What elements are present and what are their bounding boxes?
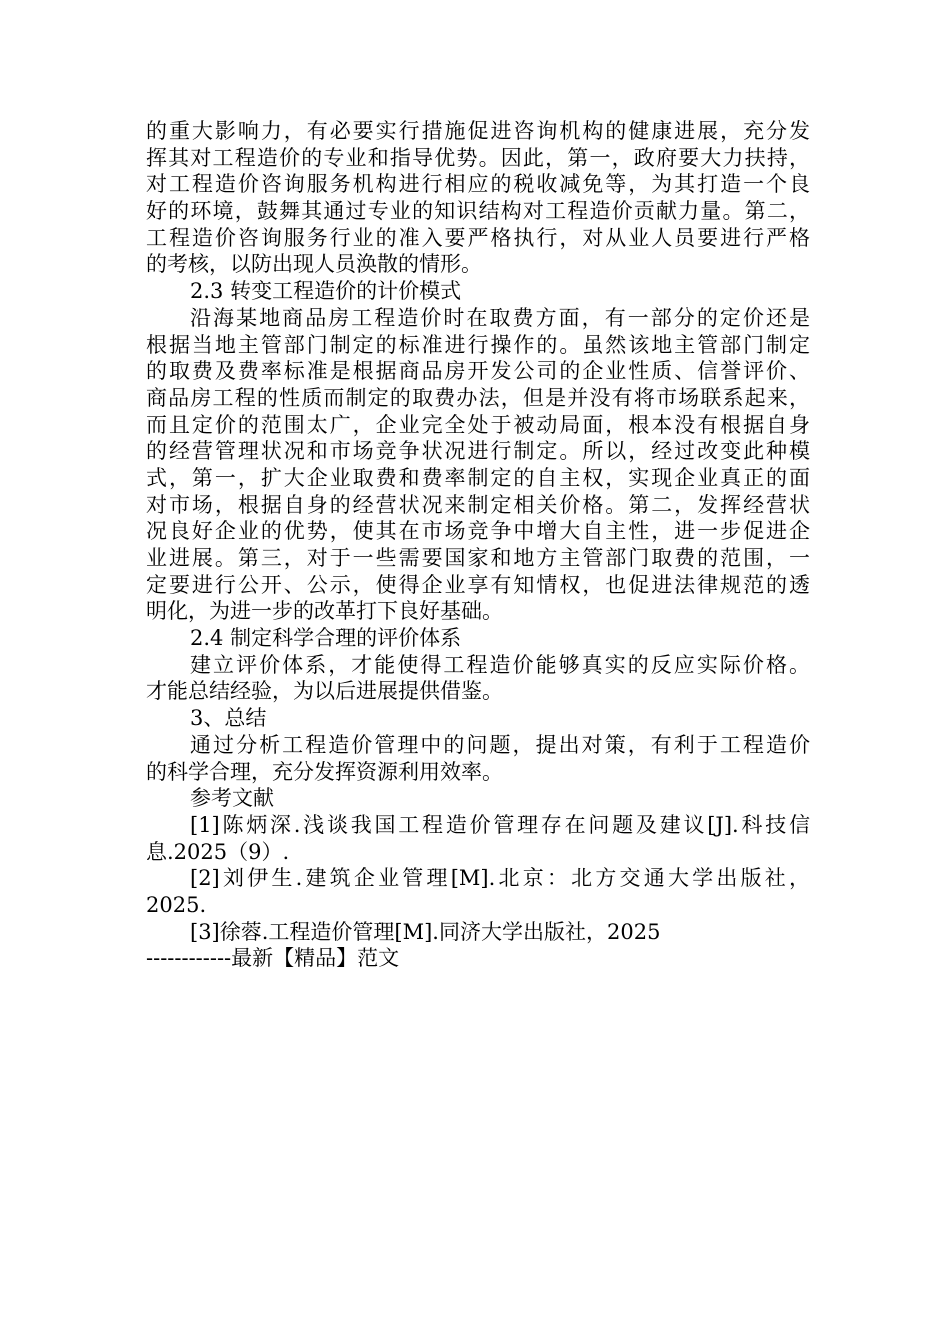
- text-line: 的科学合理，充分发挥资源利用效率。: [146, 759, 503, 784]
- text-line: 通过分析工程造价管理中的问题，提出对策，有利于工程造价: [190, 732, 810, 757]
- text-line: 而且定价的范围太广，企业完全处于被动局面，根本没有根据自身: [146, 412, 810, 437]
- paragraph: [146, 652, 810, 705]
- paragraph: [146, 118, 810, 278]
- text-line: 好的环境，鼓舞其通过专业的知识结构对工程造价贡献力量。第二，: [146, 199, 810, 224]
- text-line: [2]刘伊生.建筑企业管理[M].北京：北方交通大学出版社，: [190, 866, 810, 891]
- reference-item: [146, 865, 810, 918]
- text-line: 才能总结经验，为以后进展提供借鉴。: [146, 679, 503, 704]
- text-line: 工程造价咨询服务行业的准入要严格执行，对从业人员要进行严格: [146, 225, 810, 250]
- reference-item: [146, 812, 810, 865]
- document-body: [146, 118, 810, 945]
- text-line: 商品房工程的性质而制定的取费办法，但是并没有将市场联系起来，: [146, 385, 810, 410]
- text-line: 对工程造价咨询服务机构进行相应的税收减免等，为其打造一个良: [146, 172, 810, 197]
- section-heading: 2.3 转变工程造价的计价模式: [190, 279, 462, 304]
- section-heading: 2.4 制定科学合理的评价体系: [190, 626, 462, 651]
- text-line: [1]陈炳深.浅谈我国工程造价管理存在问题及建议[J].科技信: [190, 812, 810, 837]
- reference-item: [3]徐蓉.工程造价管理[M].同济大学出版社，2025: [190, 919, 661, 944]
- text-line: 沿海某地商品房工程造价时在取费方面，有一部分的定价还是: [190, 305, 810, 330]
- paragraph: [146, 305, 810, 625]
- text-line: 的取费及费率标准是根据商品房开发公司的企业性质、信誉评价、: [146, 359, 810, 384]
- text-line: 建立评价体系，才能使得工程造价能够真实的反应实际价格。: [190, 652, 810, 677]
- section-heading: 3、总结: [190, 706, 267, 731]
- text-line: 的考核，以防出现人员涣散的情形。: [146, 252, 482, 277]
- text-line: 业进展。第三，对于一些需要国家和地方主管部门取费的范围，一: [146, 546, 810, 570]
- text-line: 挥其对工程造价的专业和指导优势。因此，第一，政府要大力扶持，: [146, 145, 810, 170]
- text-line: 2025.: [146, 892, 207, 917]
- text-line: 息.2025（9）.: [146, 839, 290, 864]
- text-line: 明化，为进一步的改革打下良好基础。: [146, 599, 503, 624]
- text-line: 根据当地主管部门制定的标准进行操作的。虽然该地主管部门制定: [146, 332, 810, 357]
- text-line: 式，第一，扩大企业取费和费率制定的自主权，实现企业真正的面: [146, 465, 810, 490]
- paragraph: [146, 732, 810, 785]
- references-heading: 参考文献: [190, 786, 274, 811]
- text-line: 况良好企业的优势，使其在市场竞争中增大自主性，进一步促进企: [146, 519, 810, 544]
- text-line: 对市场，根据自身的经营状况来制定相关价格。第二，发挥经营状: [146, 492, 810, 517]
- text-line: 定要进行公开、公示，使得企业享有知情权，也促进法律规范的透: [146, 572, 810, 597]
- footer-text: ------------最新【精品】范文: [146, 946, 400, 970]
- text-line: 的重大影响力，有必要实行措施促进咨询机构的健康进展，充分发: [146, 119, 810, 143]
- text-line: 的经营管理状况和市场竞争状况进行制定。所以，经过改变此种模: [146, 439, 810, 464]
